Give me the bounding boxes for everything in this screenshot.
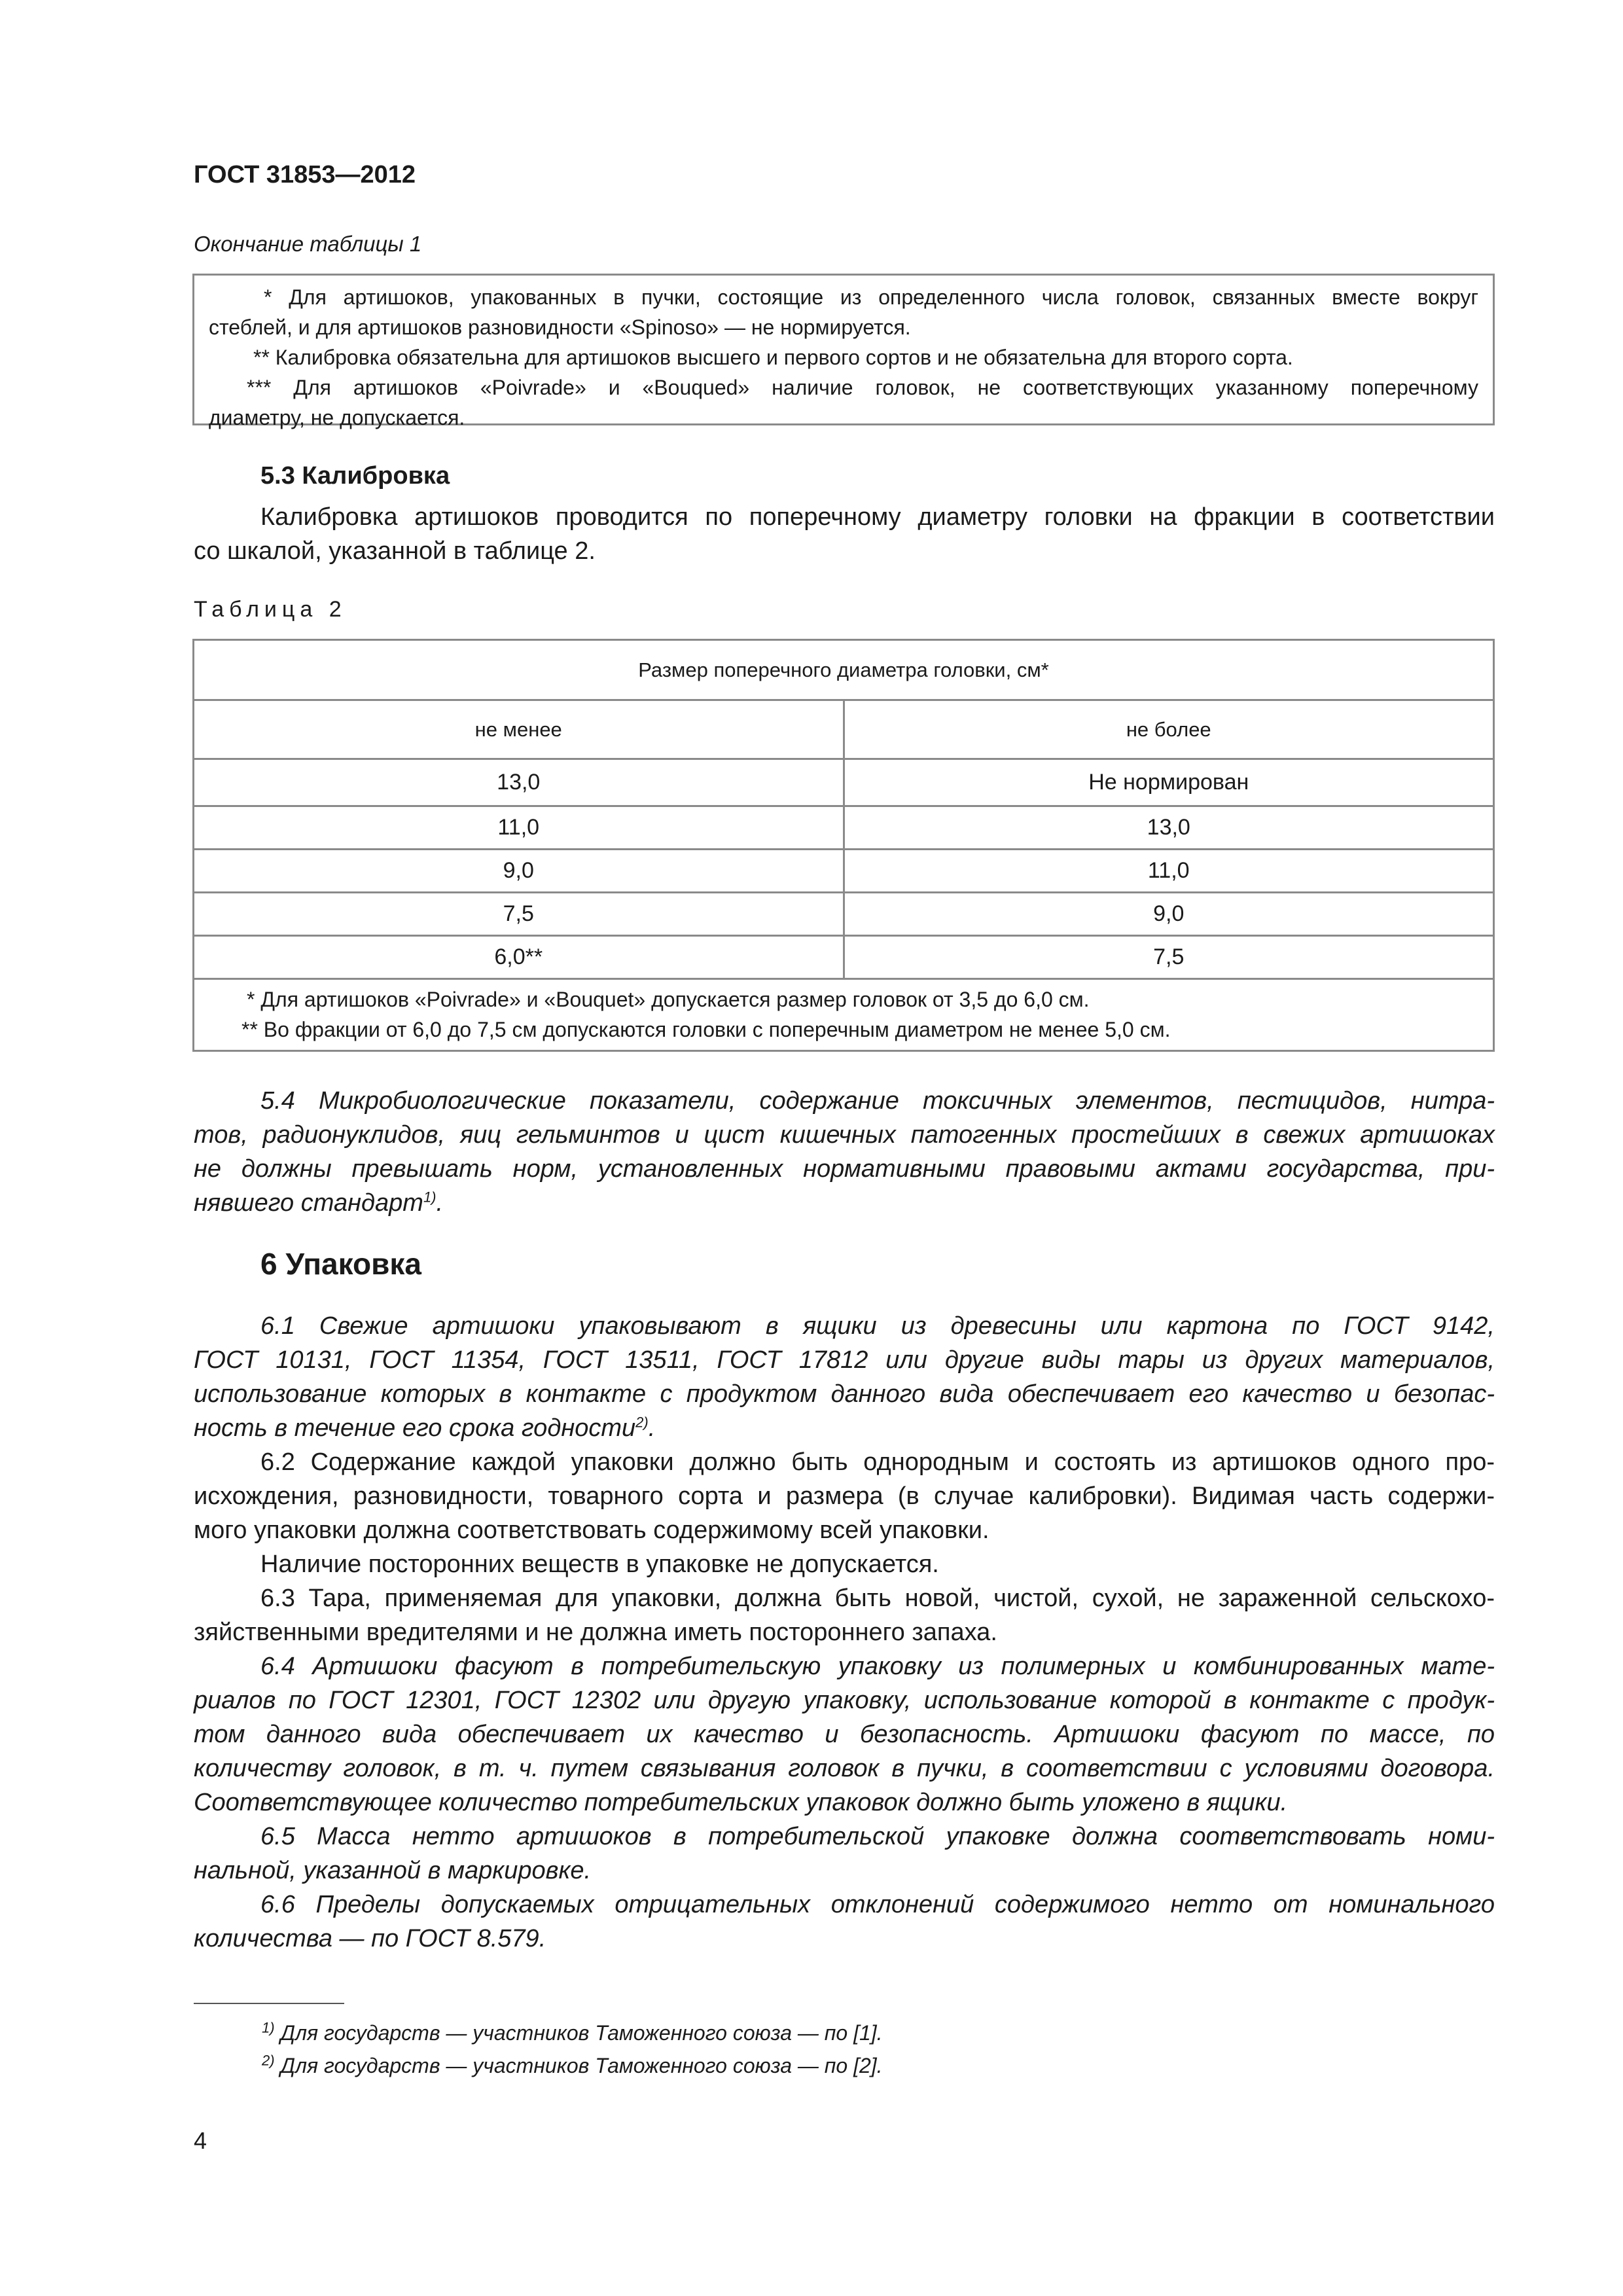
- paragraph-line: Наличие посторонних веществ в упаковке не допускается.: [260, 1551, 939, 1578]
- table-row: [194, 850, 1494, 893]
- section-5-4-text: [194, 1084, 1495, 1220]
- table2-cell-max: 9,0: [844, 893, 1494, 936]
- table2-cell-max: 11,0: [844, 850, 1494, 893]
- table2-note-line: * Для артишоков «Poivrade» и «Bouquet» допускается размер головок от 3,5 до 6,0 см.: [247, 987, 1090, 1011]
- paragraph-line: 6.3 Тара, применяемая для упаковки, должна быть новой, чистой, сухой, не зараженной сельскохо-: [260, 1585, 1495, 1612]
- paragraph-line: количеству головок, в т. ч. путем связывания головок в пучки, в соответствии с условиями договора.: [194, 1755, 1495, 1782]
- footnote-text: Для государств — участников Таможенного союза — по [2].: [280, 2054, 883, 2077]
- paragraph-line: риалов по ГОСТ 12301, ГОСТ 12302 или другую упаковку, использование которой в контакте с продук-: [194, 1687, 1495, 1714]
- paragraph-line: исхождения, разновидности, товарного сорта и размера (в случае калибровки). Видимая часть содержи-: [194, 1482, 1495, 1510]
- footnote-mark: 1): [262, 2019, 275, 2036]
- paragraph-line: 6.6 Пределы допускаемых отрицательных отклонений содержимого нетто от номинального: [260, 1891, 1495, 1918]
- table-row: [194, 936, 1494, 979]
- paragraph-line: мого упаковки должна соответствовать содержимому всей упаковки.: [194, 1516, 990, 1544]
- table2-label: Таблица 2: [194, 597, 347, 622]
- table2: [192, 639, 1495, 1052]
- section-5-3-text: [194, 500, 1495, 568]
- footnote-text: Для государств — участников Таможенного союза — по [1].: [280, 2021, 883, 2045]
- table2-cell-max: Не нормирован: [844, 759, 1494, 806]
- paragraph-line: использование которых в контакте с продуктом данного вида обеспечивает его качество и безопас-: [194, 1380, 1495, 1408]
- paragraph-line: 5.4 Микробиологические показатели, содержание токсичных элементов, пестицидов, нитра-: [260, 1087, 1495, 1115]
- paragraph-line: со шкалой, указанной в таблице 2.: [194, 537, 596, 565]
- section-6-text: [194, 1309, 1495, 1956]
- paragraph-text: нявшего стандарт: [194, 1189, 423, 1217]
- table1-note-line: * Для артишоков, упакованных в пучки, состоящие из определенного числа головок, связанных вместе вокруг: [264, 285, 1478, 309]
- table1-note-line: стеблей, и для артишоков разновидности «Spinoso» — не нормируется.: [209, 315, 911, 339]
- table2-note-line: ** Во фракции от 6,0 до 7,5 см допускаются головки с поперечным диаметром не менее 5,0 см.: [241, 1017, 1171, 1041]
- table1-end-caption: Окончание таблицы 1: [194, 232, 422, 256]
- paragraph-line: не должны превышать норм, установленных нормативными правовыми актами государства, при-: [194, 1155, 1495, 1183]
- paragraph-end: .: [436, 1189, 444, 1217]
- standard-title: ГОСТ 31853—2012: [194, 161, 416, 188]
- table-row: [194, 806, 1494, 850]
- table2-col-max: не более: [844, 700, 1494, 759]
- footnote-separator: [194, 2003, 344, 2004]
- table2-cell-min: 7,5: [194, 893, 844, 936]
- page-number: 4: [194, 2127, 207, 2154]
- footnote-mark: 2): [262, 2052, 275, 2069]
- paragraph-line: 6.4 Артишоки фасуют в потребительскую упаковку из полимерных и комбинированных мате-: [260, 1653, 1495, 1680]
- paragraph-line: [194, 1411, 1495, 1445]
- table2-cell-min: 11,0: [194, 806, 844, 850]
- table1-notes-box: [192, 274, 1495, 429]
- paragraph-line: [194, 1186, 1495, 1220]
- table1-note-line: *** Для артишоков «Poivrade» и «Bouqued» наличие головок, не соответствующих указанному поперечному: [247, 376, 1478, 399]
- table2-cell-min: 13,0: [194, 759, 844, 806]
- table1-note-line: ** Калибровка обязательна для артишоков высшего и первого сортов и не обязательна для второго сорта.: [253, 346, 1293, 369]
- section-6-heading: 6 Упаковка: [260, 1247, 421, 1281]
- footnote-1: [262, 2021, 883, 2045]
- footnote-ref: 2): [635, 1414, 649, 1431]
- table1-note-line: диаметру, не допускается.: [209, 406, 465, 429]
- table2-cell-max: 13,0: [844, 806, 1494, 850]
- paragraph-end: .: [648, 1414, 656, 1442]
- paragraph-text: ность в течение его срока годности: [194, 1414, 636, 1442]
- paragraph-line: 6.5 Масса нетто артишоков в потребительской упаковке должна соответствовать номи-: [260, 1823, 1495, 1850]
- paragraph-line: Соответствующее количество потребительских упаковок должно быть уложено в ящики.: [194, 1789, 1288, 1816]
- paragraph-line: количества — по ГОСТ 8.579.: [194, 1925, 546, 1952]
- paragraph-line: том данного вида обеспечивает их качество и безопасность. Артишоки фасуют по массе, по: [194, 1721, 1495, 1748]
- table-row: [194, 759, 1494, 806]
- paragraph-line: тов, радионуклидов, яиц гельминтов и цист кишечных патогенных простейших в свежих артишоках: [194, 1121, 1495, 1149]
- footnote-ref: 1): [423, 1189, 437, 1206]
- paragraph-line: Калибровка артишоков проводится по поперечному диаметру головки на фракции в соответствии: [260, 503, 1495, 531]
- paragraph-line: 6.1 Свежие артишоки упаковывают в ящики из древесины или картона по ГОСТ 9142,: [260, 1312, 1495, 1340]
- table2-cell-max: 7,5: [844, 936, 1494, 979]
- section-5-3-heading: 5.3 Калибровка: [260, 462, 450, 490]
- paragraph-line: зяйственными вредителями и не должна иметь постороннего запаха.: [194, 1619, 997, 1646]
- footnote-2: [262, 2054, 883, 2078]
- table2-cell-min: 9,0: [194, 850, 844, 893]
- paragraph-line: 6.2 Содержание каждой упаковки должно быть однородным и состоять из артишоков одного про-: [260, 1448, 1495, 1476]
- table2-notes: [194, 979, 1494, 1051]
- table-row: [194, 893, 1494, 936]
- table2-cell-min: 6,0**: [194, 936, 844, 979]
- paragraph-line: ГОСТ 10131, ГОСТ 11354, ГОСТ 13511, ГОСТ 17812 или другие виды тары из других материалов,: [194, 1346, 1495, 1374]
- table2-header: Размер поперечного диаметра головки, см*: [194, 640, 1494, 700]
- paragraph-line: нальной, указанной в маркировке.: [194, 1857, 592, 1884]
- table2-col-min: не менее: [194, 700, 844, 759]
